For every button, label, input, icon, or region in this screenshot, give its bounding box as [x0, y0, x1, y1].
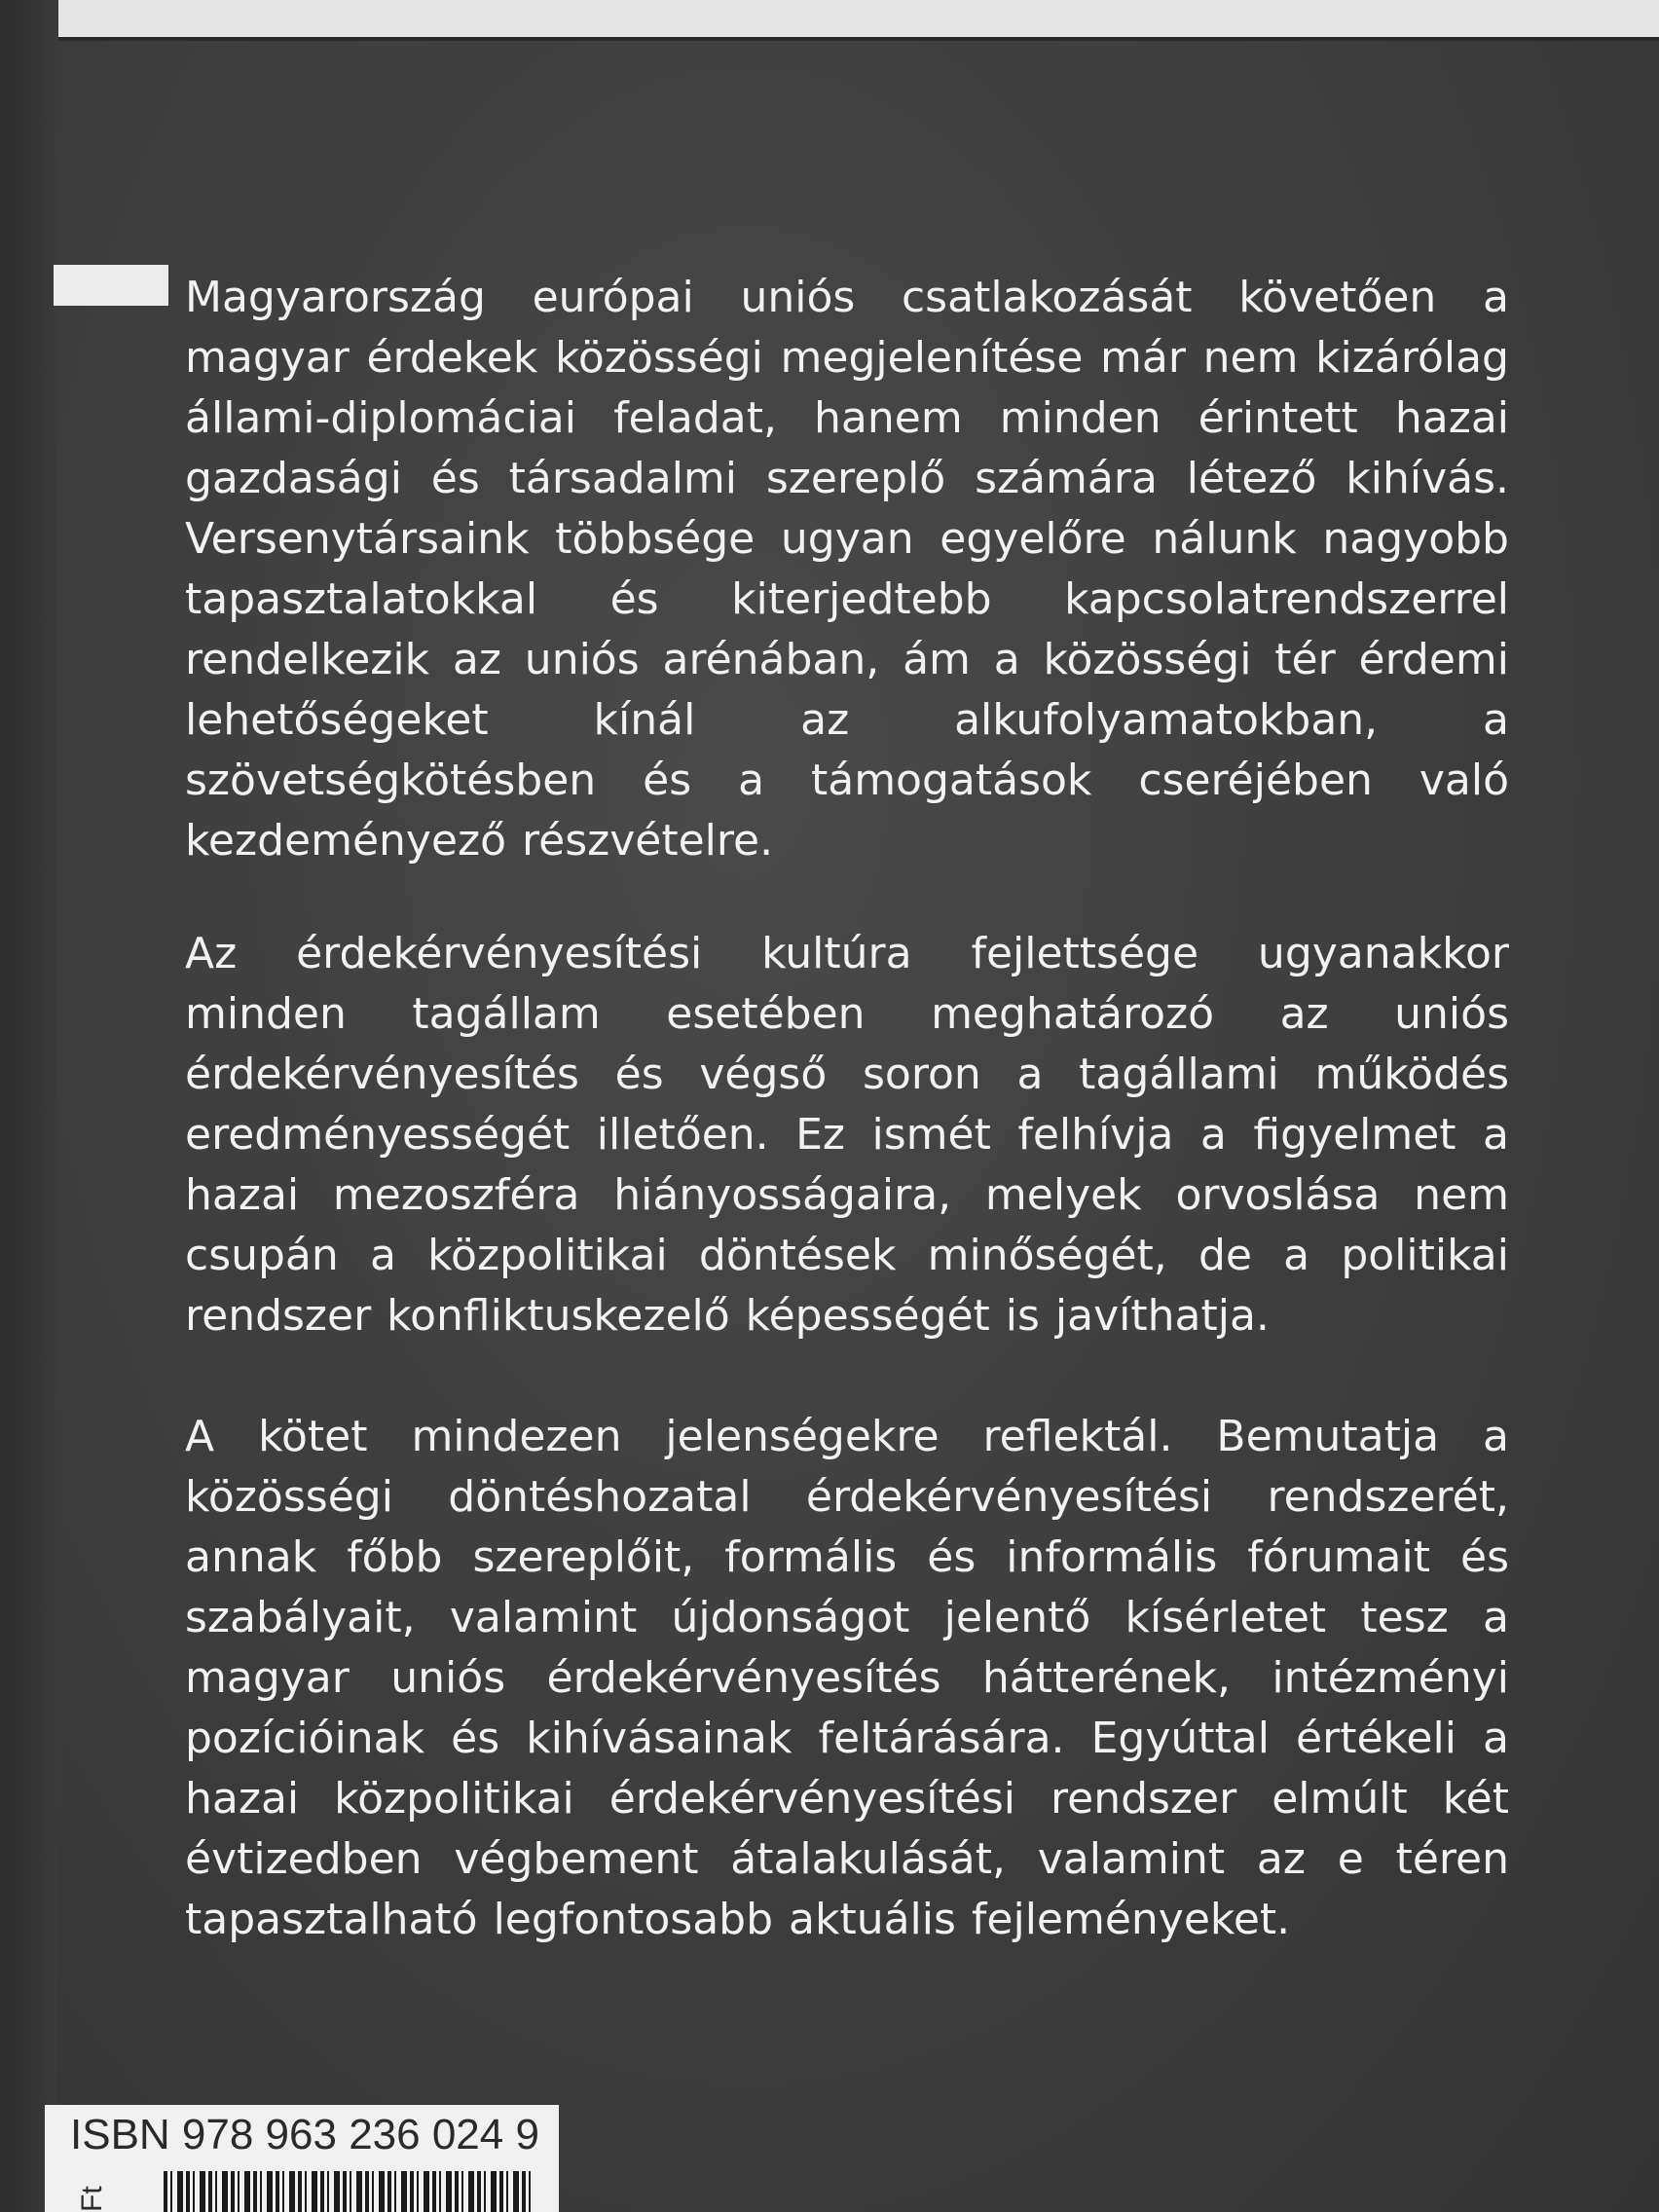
- paragraph-marker-bar: [54, 265, 168, 306]
- blurb-paragraph-2: Az érdekérvényesítési kultúra fejlettsége ugyanakkor minden tagállam esetében meghatározó az uniós érdekérvényesítés és végső soron a tagállami működés eredményességét illetően. Ez ismét felhívja a figyelmet a hazai mezoszféra hiányosságaira, melyek orvoslása nem csupán a közpolitikai döntések minőségét, de a politikai rendszer konfliktuskezelő képességét is javíthatja.: [185, 929, 1509, 1341]
- blurb-paragraph-1: Magyarország európai uniós csatlakozását követően a magyar érdekek közösségi megjelenítése már nem kizárólag állami-diplomáciai feladat, hanem minden érintett hazai gazdasági és társadalmi szereplő számára létező kihívás. Versenytársaink többsége ugyan egyelőre nálunk nagyobb tapasztalatokkal és kiterjedtebb kapcsolatrendszerrel rendelkezik az uniós arénában, ám a közösségi tér érdemi lehetőségeket kínál az alkufolyamatokban, a szövetségkötésben és a támogatások cseréjében való kezdeményező részvételre.: [185, 273, 1509, 866]
- barcode-icon: [164, 2171, 534, 2212]
- top-white-strip: [58, 0, 1659, 37]
- cover-left-edge: [0, 0, 56, 2212]
- isbn-number: ISBN 978 963 236 024 9: [70, 2111, 539, 2158]
- price-mark: Ft: [76, 2186, 108, 2212]
- blurb-paragraph-3: A kötet mindezen jelenségekre reflektál. Bemutatja a közösségi döntéshozatal érdekérvényesítési rendszerét, annak főbb szereplőit, formális és informális fórumait és szabályait, valamint újdonságot jelentő kísérletet tesz a magyar uniós érdekérvényesítés hátterének, intézményi pozícióinak és kihívásainak feltárására. Egyúttal értékeli a hazai közpolitikai érdekérvényesítési rendszer elmúlt két évtizedben végbement átalakulását, valamint az e téren tapasztalható legfontosabb aktuális fejleményeket.: [185, 1412, 1509, 1944]
- top-strip-shadow: [58, 37, 1659, 41]
